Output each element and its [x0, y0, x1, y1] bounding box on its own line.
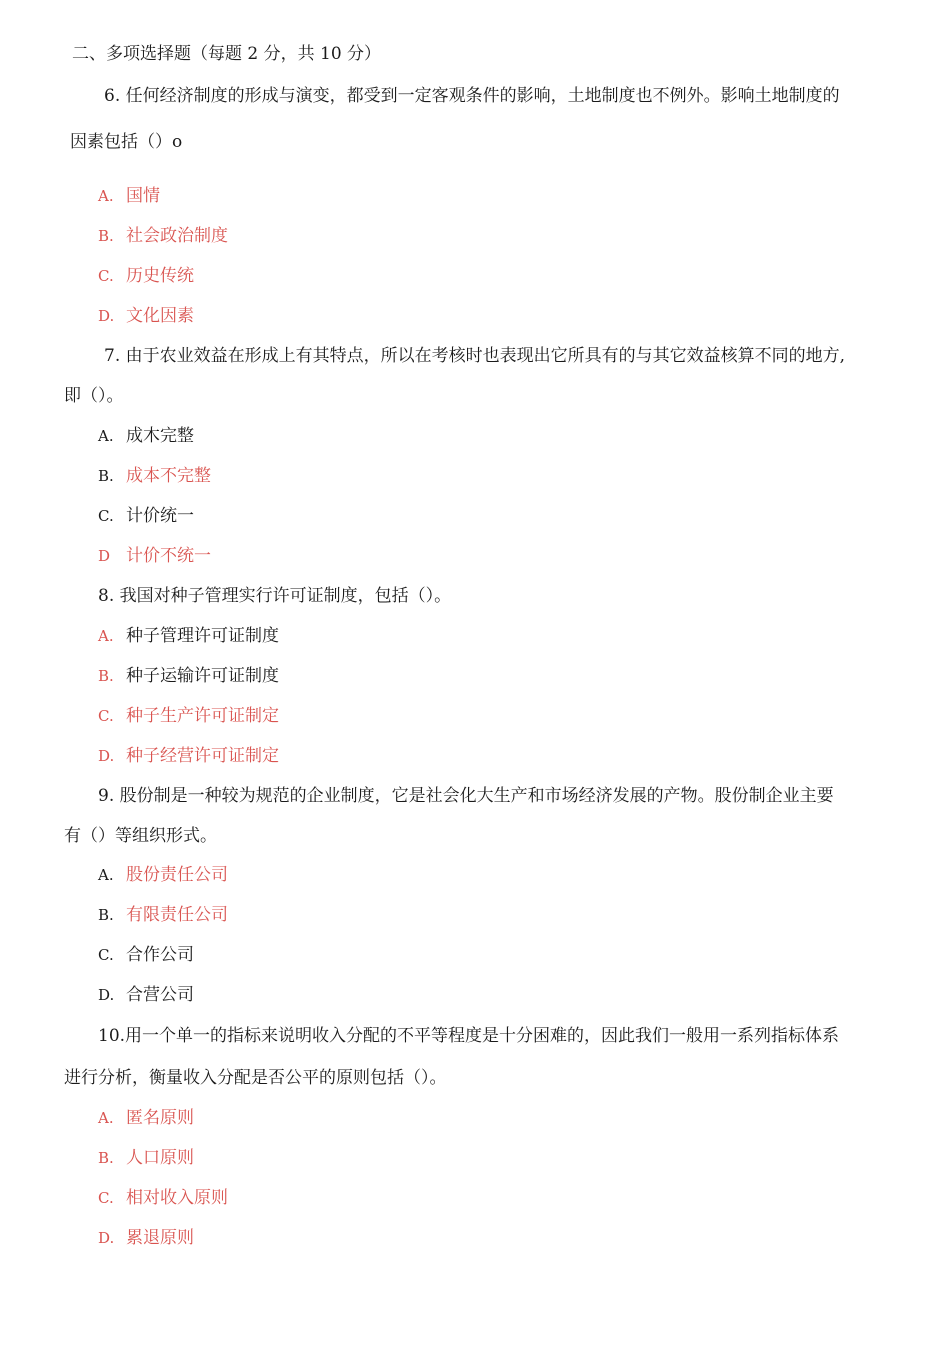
option-text: 合作公司 [126, 945, 194, 965]
option-letter: B. [98, 467, 114, 485]
option-text: 成木完整 [126, 426, 194, 446]
question-8-stem-line1: 8. 我国对种子管理实行许可证制度，包括（）。 [98, 586, 452, 606]
question-8-option-d [98, 746, 279, 766]
question-6-option-a [98, 186, 160, 206]
question-6-stem-line2: 因素包括（）o [70, 132, 183, 152]
question-7-stem-line1: 7. 由于农业效益在形成上有其特点，所以在考核时也表现出它所具有的与其它效益核算不同的地方, [104, 346, 846, 366]
option-letter: C. [98, 1189, 114, 1207]
option-text: 社会政治制度 [126, 226, 228, 246]
question-6-stem-line1: 6. 任何经济制度的形成与演变，都受到一定客观条件的影响，土地制度也不例外。影响土地制度的 [104, 86, 840, 106]
option-letter: D [98, 547, 111, 565]
option-text: 计价不统一 [126, 546, 211, 566]
option-text: 种子经营许可证制定 [126, 746, 279, 766]
option-text: 累退原则 [126, 1228, 194, 1248]
option-text: 匿名原则 [126, 1108, 194, 1128]
option-letter: B. [98, 1149, 114, 1167]
option-letter: B. [98, 667, 114, 685]
question-7-option-d [98, 546, 211, 566]
option-text: 国情 [126, 186, 160, 206]
question-9-stem-line2: 有（）等组织形式。 [64, 826, 217, 846]
question-8-option-b [98, 666, 279, 686]
option-letter: C. [98, 507, 114, 525]
question-9-option-a [98, 865, 228, 885]
option-text: 文化因素 [126, 306, 194, 326]
option-letter: A. [98, 187, 114, 205]
option-letter: A. [98, 1109, 114, 1127]
question-10-stem-line2: 进行分析，衡量收入分配是否公平的原则包括（）。 [64, 1068, 447, 1088]
option-text: 成本不完整 [126, 466, 211, 486]
option-letter: C. [98, 946, 114, 964]
question-9-option-c [98, 945, 194, 965]
option-letter: A. [98, 627, 114, 645]
question-9-stem-line1: 9. 股份制是一种较为规范的企业制度，它是社会化大生产和市场经济发展的产物。股份制企业主要 [98, 786, 834, 806]
option-text: 计价统一 [126, 506, 194, 526]
option-text: 种子管理许可证制度 [126, 626, 279, 646]
question-7-option-a [98, 426, 194, 446]
option-text: 历史传统 [126, 266, 194, 286]
option-letter: B. [98, 227, 114, 245]
option-letter: D. [98, 747, 115, 765]
option-text: 人口原则 [126, 1148, 194, 1168]
question-10-option-b [98, 1148, 194, 1168]
question-6-option-c [98, 266, 194, 286]
question-6-option-d [98, 306, 194, 326]
option-letter: D. [98, 307, 115, 325]
question-9-option-b [98, 905, 228, 925]
question-10-option-c [98, 1188, 228, 1208]
option-letter: B. [98, 906, 114, 924]
option-letter: D. [98, 1229, 115, 1247]
question-7-option-b [98, 466, 211, 486]
question-10-option-a [98, 1108, 194, 1128]
option-text: 种子生产许可证制定 [126, 706, 279, 726]
option-text: 合营公司 [126, 985, 194, 1005]
question-7-stem-line2: 即（）。 [64, 386, 124, 406]
option-text: 股份责任公司 [126, 865, 228, 885]
option-letter: C. [98, 707, 114, 725]
section-title: 二、多项选择题（每题 2 分，共 10 分） [72, 44, 382, 64]
question-10-stem-line1: 10.用一个单一的指标来说明收入分配的不平等程度是十分困难的，因此我们一般用一系列指标体系 [98, 1026, 840, 1046]
option-letter: D. [98, 986, 115, 1004]
question-9-option-d [98, 985, 194, 1005]
option-text: 种子运输许可证制度 [126, 666, 279, 686]
question-10-option-d [98, 1228, 194, 1248]
option-text: 相对收入原则 [126, 1188, 228, 1208]
option-letter: A. [98, 427, 114, 445]
question-8-option-a [98, 626, 279, 646]
question-7-option-c [98, 506, 194, 526]
option-text: 有限责任公司 [126, 905, 228, 925]
question-6-option-b [98, 226, 228, 246]
question-8-option-c [98, 706, 279, 726]
option-letter: A. [98, 866, 114, 884]
option-letter: C. [98, 267, 114, 285]
